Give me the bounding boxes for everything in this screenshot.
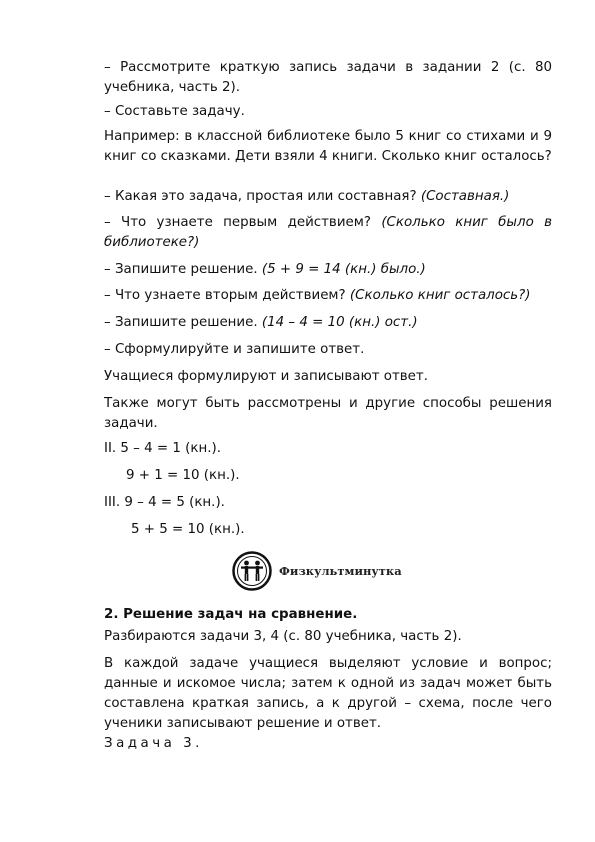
instruction-review-note [104, 58, 552, 98]
question-text: – Что узнаете первым действием? [104, 215, 382, 230]
text: Например: в классной библиотеке было 5 книг со стихами и 9 книг со сказками. Дети взяли 4 книги. Сколько книг осталось? [104, 129, 552, 164]
instruction-write-solution-2 [104, 313, 552, 333]
heading-text: 2. Решение задач на сравнение. [104, 607, 358, 622]
two-figures-exercise-icon [232, 551, 272, 591]
answer-text: (14 – 4 = 10 (кн.) ост.) [261, 315, 418, 330]
answer-text: (Сколько книг было в библиотеке?) [104, 215, 552, 250]
instruction-compose-task [104, 102, 552, 122]
tasks-procedure [104, 654, 552, 734]
text: – Сформулируйте и запишите ответ. [104, 342, 365, 357]
question-text: – Что узнаете вторым действием? [104, 288, 350, 303]
answer-text: (5 + 9 = 14 (кн.) было.) [261, 262, 426, 277]
solution-line-III-2 [131, 520, 431, 540]
text: В каждой задаче учащиеся выделяют условие и вопрос; данные и искомое числа; затем к одной из задач может быть составлена краткая запись, а к другой – схема, после чего ученики записывают решение и ответ. [104, 656, 552, 731]
instruction-write-solution-1 [104, 260, 552, 280]
question-task-type [104, 187, 552, 207]
solution-line-II-1 [104, 439, 552, 459]
text: Учащиеся формулируют и записывают ответ. [104, 369, 428, 384]
answer-text: (Сколько книг осталось?) [349, 288, 531, 303]
question-text: – Запишите решение. [104, 315, 262, 330]
question-second-action [104, 286, 552, 306]
text: 9 + 1 = 10 (кн.). [126, 468, 240, 483]
text: III. 9 – 4 = 5 (кн.). [104, 495, 225, 510]
text: – Рассмотрите краткую запись задачи в задании 2 (с. 80 учебника, часть 2). [104, 60, 552, 95]
example-task [104, 127, 552, 167]
students-action-note [104, 367, 552, 387]
text: Задача 3. [104, 736, 203, 751]
other-methods-note [104, 394, 552, 434]
task-3-title [104, 734, 552, 754]
text: Разбираются задачи 3, 4 (с. 80 учебника, часть 2). [104, 629, 462, 644]
question-first-action [104, 213, 552, 253]
phys-break-banner [232, 549, 418, 593]
instruction-formulate-answer [104, 340, 552, 360]
solution-line-III-1 [104, 493, 552, 513]
question-text: – Запишите решение. [104, 262, 262, 277]
banner-label: Физкультминутка [279, 564, 402, 578]
text: 5 + 5 = 10 (кн.). [131, 522, 245, 537]
question-text: – Какая это задача, простая или составная? [104, 189, 421, 204]
text: Также могут быть рассмотрены и другие способы решения задачи. [104, 396, 552, 431]
solution-line-II-2 [126, 466, 426, 486]
section-heading [104, 605, 552, 625]
answer-text: (Составная.) [420, 189, 510, 204]
text: II. 5 – 4 = 1 (кн.). [104, 441, 221, 456]
tasks-reference [104, 627, 552, 647]
text: – Составьте задачу. [104, 104, 245, 119]
